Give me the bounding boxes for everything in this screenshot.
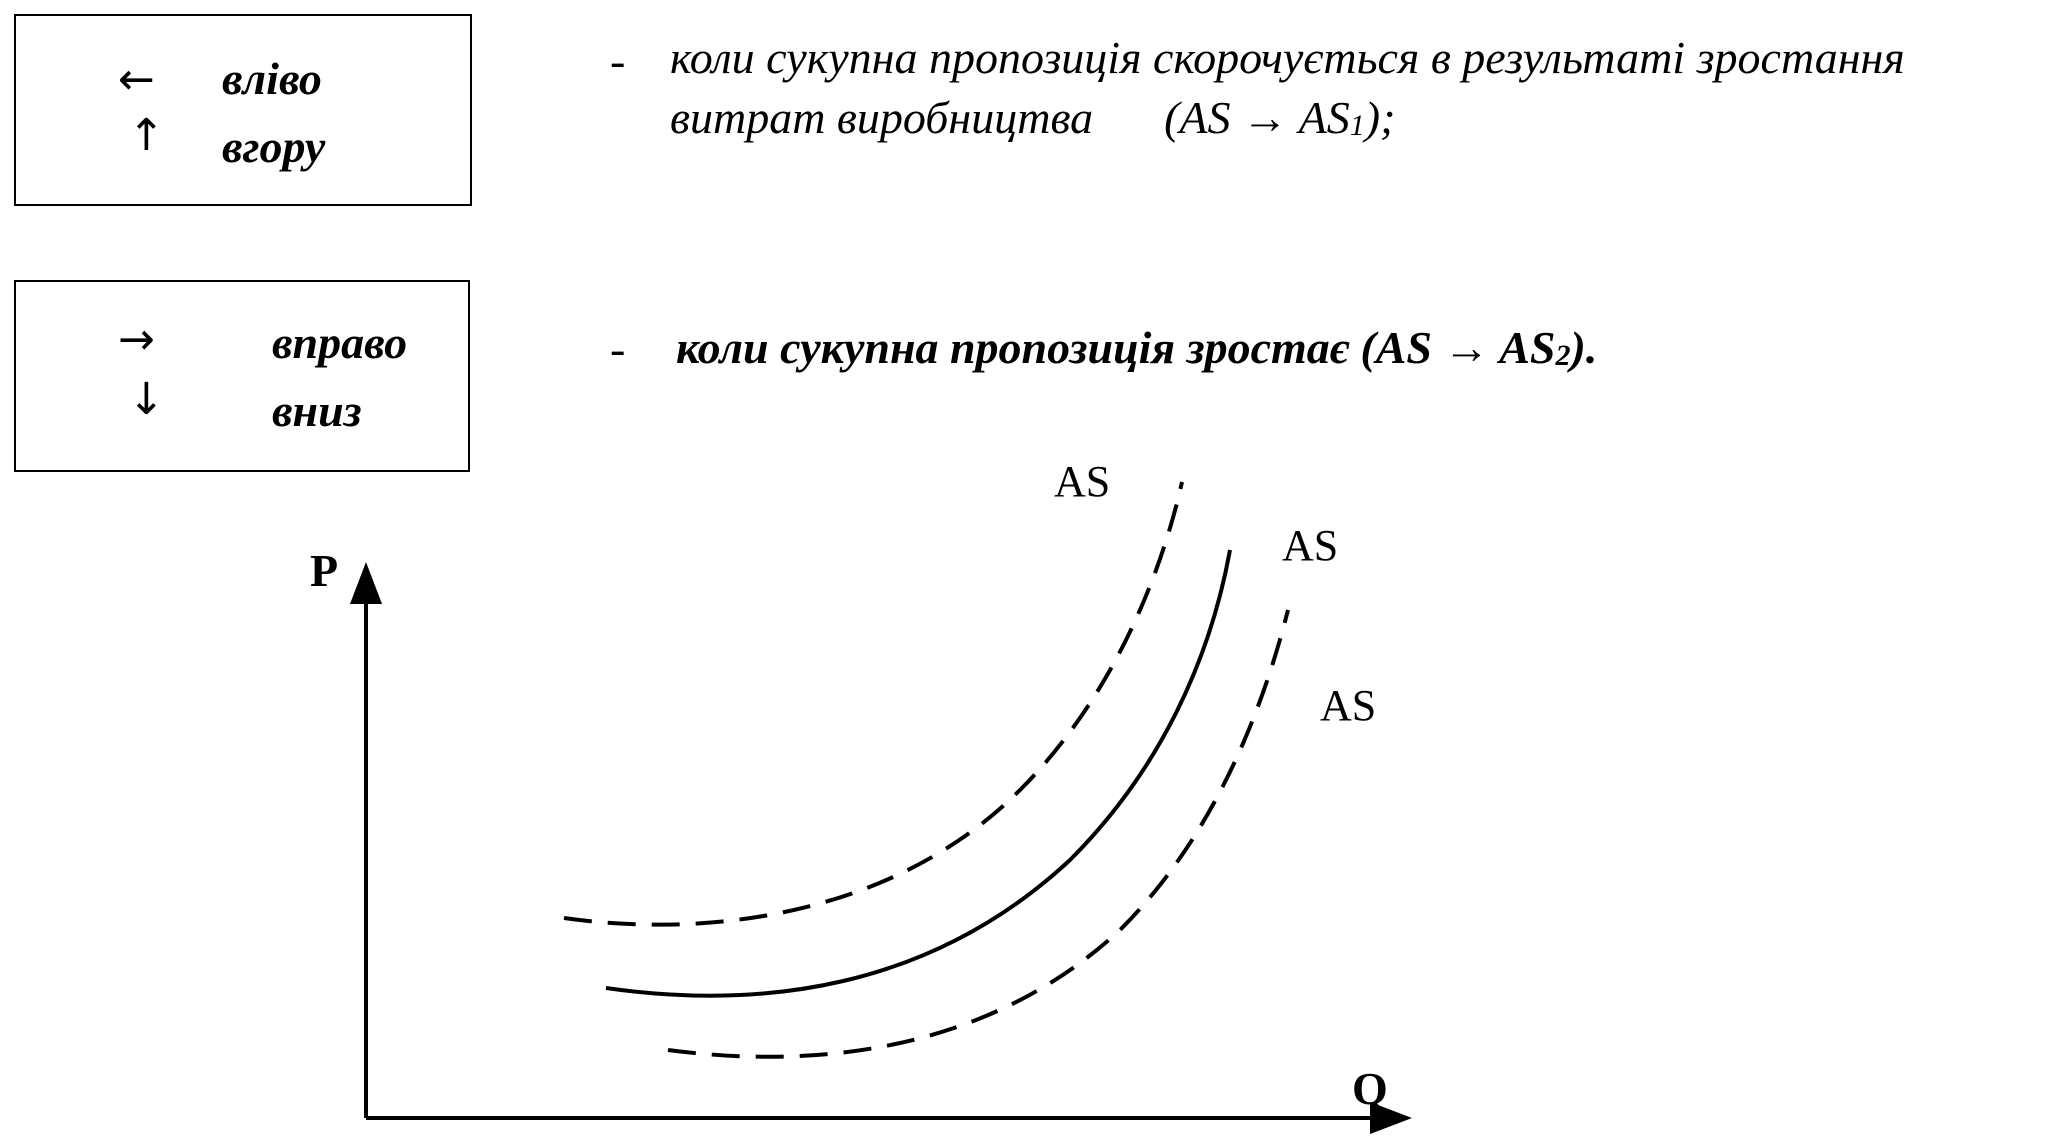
as-curve-lower-dashed — [668, 610, 1288, 1057]
arrow-right-icon: → — [118, 314, 155, 365]
as-curve-middle-solid — [606, 550, 1230, 996]
curve-label-upper: AS — [1054, 457, 1111, 506]
description-second-dash: - — [610, 323, 626, 374]
as-curve-upper-dashed — [564, 482, 1182, 925]
y-axis-label: P — [310, 545, 339, 596]
arrow-up-icon: ↑ — [128, 110, 165, 161]
arrow-down-icon: ↓ — [128, 374, 165, 425]
label-right: вправо — [272, 317, 408, 368]
label-left: вліво — [222, 53, 322, 104]
arrow-left-icon: ← — [118, 54, 155, 105]
description-second-text: коли сукупна пропозиція зростає — [676, 322, 1361, 373]
curve-label-middle: AS — [1282, 521, 1339, 570]
label-down: вниз — [272, 385, 362, 436]
y-axis-arrowhead — [350, 562, 382, 604]
label-up: вгору — [222, 121, 326, 172]
x-axis-label: Q — [1352, 1063, 1388, 1114]
curve-label-lower: AS — [1320, 681, 1377, 730]
description-first-dash: - — [610, 35, 626, 86]
description-second-formula: $(AS \to AS_2)$. — [1360, 322, 1598, 373]
description-first-text: коли сукупна пропозиція скорочується в результаті зростання — [670, 32, 1905, 83]
description-first-formula: $(AS \to AS_1)$; — [1164, 92, 1396, 143]
description-first-text2: витрат виробництва — [670, 92, 1094, 143]
